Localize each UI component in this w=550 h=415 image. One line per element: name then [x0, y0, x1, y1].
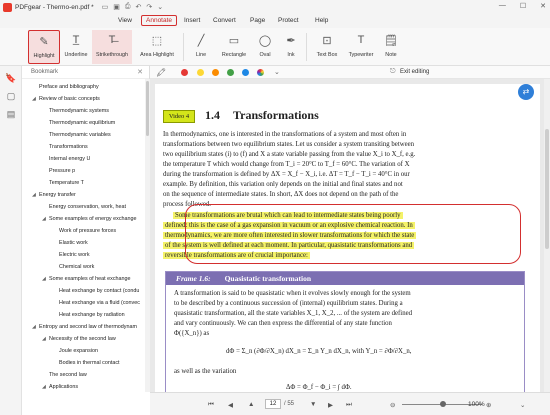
collapse-triangle-icon[interactable]: ◢: [32, 324, 36, 330]
highlighted-line[interactable]: thermodynamics, we are more often interested in slower transformations for which the state: [165, 232, 415, 239]
color-swatch-green[interactable]: [227, 69, 234, 76]
highlight-tool[interactable]: [28, 30, 60, 64]
paragraph-line: transformations between two equilibrium states. Let us consider a system transiting between: [163, 141, 415, 148]
bookmark-item[interactable]: Pressure p: [49, 168, 76, 174]
bookmark-item[interactable]: Heat exchange by contact (condu: [59, 288, 140, 294]
strikethrough-label: Strikethrough: [95, 52, 129, 58]
close-icon[interactable]: ✕: [540, 3, 546, 10]
highlighted-line[interactable]: of the system is well defined at each moment. In particular, quasistatic transformations and: [165, 242, 413, 249]
dropdown-icon[interactable]: ⌄: [157, 4, 164, 11]
maximize-icon[interactable]: ☐: [519, 3, 527, 10]
bookmark-item[interactable]: Preface and bibliography: [39, 84, 99, 90]
paragraph-line: two equilibrium states (i) to (f) and X a state variable passing from the value X_i to X_f, e.g.: [163, 151, 416, 158]
prev-page-icon[interactable]: ◀: [228, 402, 233, 409]
bookmark-panel: [22, 66, 150, 392]
oval-tool[interactable]: [253, 30, 277, 64]
collapse-triangle-icon[interactable]: ◢: [32, 192, 36, 198]
paragraph-line: In thermodynamics, one is interested in the transformations of a system and most often in: [163, 131, 407, 138]
note-label: Note: [385, 52, 397, 58]
rectangle-icon: ▭: [228, 34, 240, 47]
window-title: PDFgear - Thermo-en.pdf *: [15, 3, 94, 11]
paragraph-line: during the transformation is defined by ΔX = X_f − X_i, i.e. ΔT = T_f − T_i = 40°C in our: [163, 171, 410, 178]
ribbon-separator: [183, 33, 184, 61]
paragraph-line: on the sequence of intermediate states. In short, ΔX does not depend on the path of the: [163, 191, 399, 198]
print-icon[interactable]: ⎙: [124, 3, 131, 10]
bookmark-item[interactable]: Transformations: [49, 144, 88, 150]
area-highlight-icon: ⬚: [151, 34, 163, 47]
zoom-in-icon[interactable]: ⊕: [486, 402, 492, 409]
bookmark-item[interactable]: Thermodynamic systems: [49, 108, 109, 114]
frame-line: A transformation is said to be quasistatic when it evolves slowly enough for the system: [174, 290, 411, 297]
bookmark-header: [22, 66, 149, 79]
last-page-icon[interactable]: ⏭: [346, 401, 352, 408]
minimize-icon[interactable]: —: [498, 2, 506, 9]
bookmark-item[interactable]: Internal energy U: [49, 156, 91, 162]
color-swatch-yellow[interactable]: [197, 69, 204, 76]
text-box-tool[interactable]: [312, 30, 342, 64]
translate-icon[interactable]: ⇄: [518, 84, 534, 100]
bookmark-item[interactable]: Necessity of the second law: [49, 336, 116, 342]
ink-pen-icon: ✒: [286, 34, 296, 47]
quick-access-toolbar: [102, 3, 163, 11]
comments-icon[interactable]: ▤: [6, 109, 16, 119]
frame-box: [165, 271, 525, 392]
highlighted-line[interactable]: reversible transformations are of crucial importance:: [165, 252, 308, 259]
ink-label: Ink: [287, 52, 295, 58]
app-logo-icon: [3, 3, 12, 12]
area-highlight-tool[interactable]: [135, 30, 179, 64]
line-icon: ╱: [197, 34, 205, 47]
ink-tool[interactable]: [280, 30, 302, 64]
underline-label: Underline: [64, 52, 88, 58]
document-scroll-thumb[interactable]: [545, 129, 549, 249]
menu-protect[interactable]: Protect: [278, 17, 299, 24]
text-box-label: Text Box: [316, 52, 338, 58]
open-folder-icon[interactable]: ▭: [101, 4, 109, 11]
page-number-input[interactable]: 12: [265, 399, 281, 409]
marker-icon[interactable]: 🖍: [156, 68, 167, 77]
menu-insert[interactable]: Insert: [184, 17, 201, 24]
oval-icon: ◯: [258, 34, 272, 47]
undo-icon[interactable]: ↶: [135, 4, 142, 11]
bookmark-item[interactable]: Some examples of heat exchange: [49, 276, 131, 282]
strikethrough-icon: T̶: [108, 34, 116, 46]
oval-label: Oval: [259, 52, 271, 58]
frame-line: and vary continuously. We can then express the differential of any state function: [174, 320, 392, 327]
paragraph-line: process followed.: [163, 201, 211, 208]
window-controls: [499, 2, 546, 10]
bookmark-item[interactable]: The second law: [49, 372, 87, 378]
color-swatch-orange[interactable]: [212, 69, 219, 76]
chevron-down-icon[interactable]: ⌄: [274, 69, 280, 76]
bookmark-item[interactable]: Thermodynamic variables: [49, 132, 111, 138]
line-label: Line: [195, 52, 207, 58]
frame-line: Φ({X_n}) as: [174, 330, 210, 337]
highlight-annotation-outline: [185, 204, 521, 264]
bookmark-item[interactable]: Electric work: [59, 252, 90, 258]
page-total: / 55: [284, 401, 295, 407]
bookmark-item[interactable]: Bodies in thermal contact: [59, 360, 120, 366]
collapse-triangle-icon[interactable]: ◢: [32, 96, 36, 102]
collapse-triangle-icon[interactable]: ◢: [42, 216, 46, 222]
menu-bar: [0, 14, 550, 28]
highlighted-line[interactable]: defined: this is the case of a gas expansion in vacuum or an explosive chemical reaction. In: [165, 222, 413, 229]
zoom-level[interactable]: 100%: [468, 401, 485, 408]
zoom-dropdown-icon[interactable]: ⌄: [520, 402, 526, 409]
frame-title: Quasistatic transformation: [224, 274, 312, 283]
paragraph-line: the temperature T which would change from T_i = 20°C to T_f = 60°C. The variation of X: [163, 161, 410, 168]
exit-editing-icon[interactable]: ⎋: [390, 68, 396, 75]
rectangle-tool[interactable]: [217, 30, 251, 64]
typewriter-tool[interactable]: [344, 30, 378, 64]
menu-convert[interactable]: Convert: [213, 17, 236, 24]
frame-label: Frame 1.6:: [176, 274, 211, 283]
paragraph-line: example. By definition, this variation only depends on the initial and final states and not: [163, 181, 403, 188]
first-page-icon[interactable]: ⏮: [208, 401, 214, 408]
page-down-icon[interactable]: ▼: [310, 401, 317, 408]
bookmark-close-icon[interactable]: ✕: [137, 69, 143, 76]
highlight-marker-icon: ✎: [39, 35, 49, 48]
redo-icon[interactable]: ↷: [146, 4, 153, 11]
bookmark-item[interactable]: Joule expansion: [59, 348, 98, 354]
page-up-icon[interactable]: ▲: [248, 401, 255, 408]
bookmark-title: Bookmark: [31, 69, 59, 75]
color-picker-icon[interactable]: [257, 69, 264, 76]
bookmark-item[interactable]: Chemical work: [59, 264, 95, 270]
bookmark-icon[interactable]: 🔖: [5, 73, 17, 83]
video-tag[interactable]: Video 4: [163, 110, 195, 123]
highlight-label: Highlight: [33, 53, 55, 59]
rectangle-label: Rectangle: [221, 52, 247, 58]
text-box-icon: ⊡: [322, 34, 332, 47]
zoom-out-icon[interactable]: ⊖: [390, 402, 396, 409]
section-number: 1.4: [205, 108, 220, 122]
exit-editing-button[interactable]: Exit editing: [400, 69, 430, 75]
collapse-triangle-icon[interactable]: ◢: [42, 276, 46, 282]
bookmark-item[interactable]: Heat exchange via a fluid (convec: [59, 300, 140, 306]
note-icon: 🗒: [384, 34, 398, 47]
color-swatch-blue[interactable]: [242, 69, 249, 76]
bookmark-item[interactable]: Energy transfer: [39, 192, 76, 198]
frame-header: [166, 272, 524, 285]
menu-help[interactable]: Help: [315, 17, 329, 24]
title-bar: [0, 0, 550, 14]
underline-icon: T̲: [72, 34, 80, 46]
bookmark-scroll-thumb[interactable]: [146, 81, 149, 136]
underline-tool[interactable]: [62, 30, 90, 64]
bookmark-item[interactable]: Thermodynamic equilibrium: [49, 120, 116, 126]
bookmark-item[interactable]: Review of basic concepts: [39, 96, 100, 102]
bookmark-item[interactable]: Applications: [49, 384, 79, 390]
menu-view[interactable]: View: [118, 17, 132, 24]
thumbnails-icon[interactable]: ▢: [6, 91, 16, 101]
collapse-triangle-icon[interactable]: ◢: [42, 336, 46, 342]
bookmark-item[interactable]: Energy conservation, work, heat: [49, 204, 127, 210]
bookmark-item[interactable]: Work of pressure forces: [59, 228, 117, 234]
menu-page[interactable]: Page: [250, 17, 266, 24]
menu-annotate[interactable]: Annotate: [141, 15, 177, 26]
frame-line: as well as the variation: [174, 368, 237, 375]
color-swatch-red[interactable]: [181, 69, 188, 76]
bookmark-item[interactable]: Temperature T: [49, 180, 84, 186]
typewriter-icon: T: [357, 34, 365, 46]
note-tool[interactable]: [380, 30, 402, 64]
annotate-ribbon: [0, 28, 550, 66]
status-bar: [150, 392, 550, 415]
bookmark-item[interactable]: Entropy and second law of thermodynam: [39, 324, 137, 330]
left-tool-strip: [0, 28, 22, 415]
zoom-slider-knob[interactable]: [440, 401, 446, 407]
strikethrough-tool[interactable]: [92, 30, 132, 64]
bookmark-item[interactable]: Elastic work: [59, 240, 88, 246]
frame-equation: ΔΦ = Φ_f − Φ_i = ∫ dΦ.: [286, 384, 352, 391]
save-icon[interactable]: ▣: [113, 4, 120, 11]
frame-line: to be described by a continuous succession of (internal) equilibrium states. During a: [174, 300, 403, 307]
section-title: Transformations: [233, 108, 319, 122]
next-page-icon[interactable]: ▶: [328, 402, 333, 409]
frame-line: quasistatic transformation, all the state variables X_1, X_2, ... of the system are defined: [174, 310, 413, 317]
line-tool[interactable]: [188, 30, 214, 64]
annotation-subtoolbar: [150, 66, 550, 79]
highlighted-line[interactable]: Some transformations are brutal which can lead to intermediate states being poorly: [175, 212, 401, 219]
frame-equation: dΦ = Σ_n (∂Φ/∂X_n) dX_n = Σ_n Y_n dX_n, with Y_n = ∂Φ/∂X_n,: [226, 348, 412, 355]
collapse-triangle-icon[interactable]: ◢: [42, 384, 46, 390]
area-highlight-label: Area Highlight: [140, 52, 174, 58]
bookmark-item[interactable]: Some examples of energy exchange: [49, 216, 137, 222]
typewriter-label: Typewriter: [348, 52, 374, 58]
ribbon-separator: [306, 33, 307, 61]
bookmark-item[interactable]: Heat exchange by radiation: [59, 312, 125, 318]
